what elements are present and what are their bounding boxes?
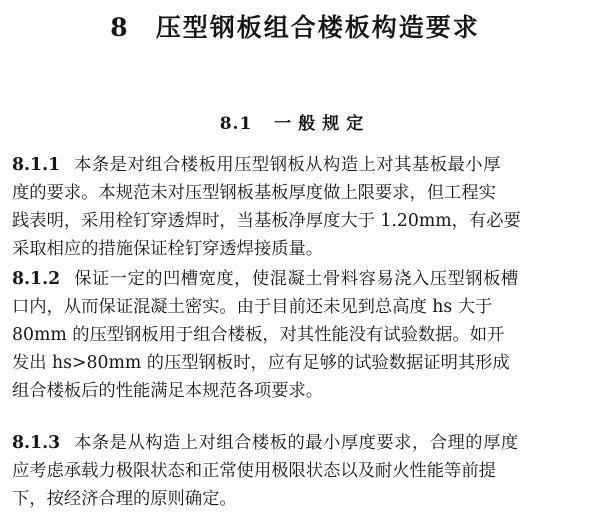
clause-8-1-3-line-2 [12,456,496,486]
clause-text: 本条是从构造上对组合楼板的最小厚度要求，合理的厚度 [74,433,519,453]
clause-8-1-2-line-4 [12,348,510,378]
chapter-title: 压型钢板组合楼板构造要求 [155,13,480,42]
clause-text: 践表明，采用栓钉穿透焊时，当基板净厚度大于 1.20mm，有必要 [12,211,521,231]
clause-8-1-2-line-5 [12,376,323,406]
clause-text: 保证一定的凹槽宽度，使混凝土骨料容易浇入压型钢板槽 [74,269,519,289]
chapter-heading [0,8,590,44]
clause-8-1-2-line-3 [12,320,504,350]
clause-8-1-1-line-1 [12,150,501,180]
chapter-number: 8 [110,13,130,42]
clause-8-1-2-line-1 [12,264,519,294]
clause-text: 应考虑承载力极限状态和正常使用极限状态以及耐火性能等前提 [12,461,496,481]
clause-text: 组合楼板后的性能满足本规范各项要求。 [12,381,324,401]
clause-number: 8.1.3 [12,433,61,453]
clause-8-1-2-line-2 [12,292,492,322]
clause-text: 下，按经济合理的原则确定。 [12,489,237,509]
clause-8-1-3-line-3 [12,484,237,514]
clause-8-1-1-line-2 [12,178,496,208]
clause-text: 本条是对组合楼板用压型钢板从构造上对其基板最小厚 [74,155,501,175]
clause-text: 发出 hs>80mm 的压型钢板时，应有足够的试验数据证明其形成 [12,353,510,373]
clause-8-1-3-line-1 [12,428,519,458]
section-number: 8.1 [219,114,253,134]
section-title: 一般规定 [274,114,371,134]
clause-text: 采取相应的措施保证栓钉穿透焊接质量。 [12,239,324,259]
clause-text: 80mm 的压型钢板用于组合楼板，对其性能没有试验数据。如开 [12,325,505,345]
clause-8-1-1-line-3 [12,206,521,236]
clause-text: 度的要求。本规范未对压型钢板基板厚度做上限要求，但工程实 [12,183,496,203]
section-heading [0,109,590,134]
clause-8-1-1-line-4 [12,234,323,264]
clause-number: 8.1.1 [12,155,61,175]
clause-number: 8.1.2 [12,269,61,289]
clause-text: 口内，从而保证混凝土密实。由于目前还未见到总高度 hs 大于 [12,297,493,317]
